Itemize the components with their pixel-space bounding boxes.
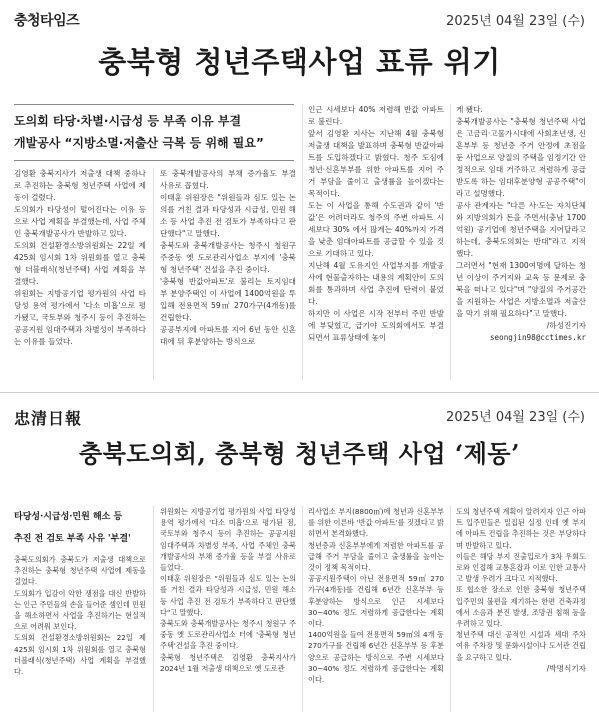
- paragraph: 충북개발공사는 "충북형 청년주택 사업은 고금리·고물가시대에 사회초년생, 신혼부부 등 청년층 주거 안정에 초점을 둔 사업으로 양질의 주택을 임정기간 안정적으로 임대 거주하고 저렴하게 공급받도록 하는 임대후분양형 공공주택"이라고 설명했다.: [456, 117, 586, 198]
- paragraph: 게 됐다.: [456, 105, 483, 114]
- paragraph: 충북형 청년주택은 김영환 충북지사가 2024년 1월 저출생 대책으로 옛 도로관: [160, 652, 296, 673]
- paragraph: 충북도와 충북개발공사는 청주시 청원구 주중동 옛 도로관리사업소 부지에 '충북형 청년주택' 건설을 추진 중이다.: [160, 241, 296, 274]
- newspaper-name: 충청타임즈: [14, 13, 80, 29]
- paragraph: 청년층과 신혼부부에게 저렴한 아파트를 공급해 주거 부담을 줄이고 출생률을 높이는 것이 정책 목적이다.: [308, 540, 444, 573]
- paragraph: 하지만 이 사업은 시작 전부터 주민 반발에 부딪혔고, 급기야 도의회에서도 부결되면서 표류상태에 놓이: [308, 309, 444, 342]
- subhead-1: 도의회 타당·차별·시급성 등 부족 이유 부결: [14, 114, 242, 128]
- column-divider: [450, 104, 451, 380]
- article-date: 2025년 04월 23일 (수): [446, 14, 585, 29]
- column-divider: [153, 506, 154, 712]
- paragraph: 도의회가 타당성이 떨어진다는 이유 등으로 사업 계획을 부결했는데, 사업 주체인 충북개발공사가 반발하고 있다.: [14, 205, 146, 238]
- body-column-2: [160, 168, 296, 348]
- paragraph: 도는 이 사업을 통해 수도권과 같이 '반값'은 어려더라도 청주의 주변 아파트 시세보다 30% 에서 많게는 40%까지 가격을 낮춘 임대아파트를 공급할 수 있을 것으로 기대하고 있다.: [308, 201, 444, 258]
- paragraph: 또 협소한 장소로 인한 충북형 청년주택 입주민의 불편을 제기하는 한편 건축과정에서 소음과 분진 발생, 조망권 침해 등을 우려하고 있다.: [456, 585, 586, 629]
- body-column-4: [456, 104, 586, 344]
- headline: 충북도의회, 충북형 청년주택 사업 ‘제동’: [79, 439, 520, 468]
- body-column-2: [160, 506, 296, 674]
- paragraph: 공공부지에 아파트를 지어 6년 동안 신혼대에 뒤 후분양하는 방식으로: [160, 325, 296, 346]
- reporter-email: seongjin98@cctimes.kr: [489, 333, 586, 342]
- paragraph: 도의회가 입감이 악한 쟁점을 대신 반발하는 인근 주민들의 손을 들어준 셈인데 민원을 해소하면서 사업을 추진하기는 현실적으로 어려워 보인다.: [14, 588, 146, 632]
- reporter-byline: /박명식기자: [546, 663, 586, 673]
- paragraph: 청년주택 대신 공적인 시설과 세대 주차 여유 주차장 및 문화시설이나 도서관 건립을 요구하고 있다.: [456, 630, 586, 662]
- reporter-byline: /하성진기자: [546, 321, 586, 330]
- paragraph: 위원회는 지방공기업 평가원의 사업 타당성 용역 평가에서 '다소 미흡'으로 평가됐고, 국토부와 청주시 등이 추진하는 공공지원 임대주택과 차별성이 부족하다는 이유를 들었다.: [14, 289, 146, 346]
- column-divider: [450, 506, 451, 712]
- paragraph: 지난해 4월 도유지인 사업부지를 개발공사에 현물출자하는 내용의 계획안이 도의회를 통과하며 사업 추진에 탄력이 붙었다.: [308, 261, 444, 306]
- paragraph: 또 충북개발공사의 부채 증가율도 부결 사유로 꼽혔다.: [160, 169, 296, 190]
- subheads: [14, 506, 154, 550]
- body-column-1: [14, 168, 146, 348]
- body-column-1: [14, 554, 146, 677]
- paragraph: 김영환 충북지사가 저출생 대책 중하나로 추진하는 충북형 청년주택 사업에 제동이 걸렸다.: [14, 169, 146, 202]
- subhead-2: 개발공사 “지방소멸·저출산 극복 등 위해 필요”: [14, 136, 264, 150]
- paragraph: 이태훈 위원장은 "위원들과 심도 있는 논의를 거친 결과 타당성과 시급성, 민원 해소 등 사업 추진 전 검토가 부족하다고 판단했다"고 말했다.: [160, 574, 296, 617]
- subhead-1: 타당성·시급성·민원 해소 등: [14, 512, 123, 522]
- paragraph: 이태훈 위원장은 "위원들과 심도 있는 논의를 거친 결과 타당성과 시급성, 민원 해소 등 사업 추진 전 검토가 부족하다고 판단했다"고 말했다.: [160, 193, 296, 238]
- paragraph: 공사 관계자는 "다른 사·도는 자치단체와 지방의회가 돈을 주면서(충남 1700억원) 공기업에 청년주택을 지어달라고 하는데, 충북도의회는 반대"라고 지적했다.: [456, 201, 586, 258]
- paragraph: 충북도의회가 충북도가 저출생 대책으로 추진하는 충북형 청년주택 사업에 제동을 걸었다.: [14, 555, 146, 587]
- paragraph: '충북형 반값아파트'로 불리는 토지임대부 분양주택인 이 사업에 1400억원을 투입해 전용면적 59㎡ 270가구(4개동)를 건립한다.: [160, 277, 296, 322]
- paragraph: 그러면서 "현재 1300여명에 달하는 청년 이상이 주거지와 교육 등 문제로 충북을 떠나고 있다"며 "양질의 주거공간을 지원하는 사업은 지방소멸과 저출산을 막기 위해 필요하다"고 말했다.: [456, 261, 586, 318]
- subhead-rule-bottom: [14, 160, 294, 161]
- subhead-rule-top: [14, 104, 294, 105]
- subheads: [14, 110, 294, 154]
- column-divider: [153, 168, 154, 380]
- subhead-2: 추진 전 검토 부족 사유 '부결': [14, 534, 131, 544]
- paragraph: 인근 시세보다 40% 저렴해 반값 아파트로 불린다.: [308, 105, 444, 126]
- headline: 충북형 청년주택사업 표류 위기: [98, 45, 501, 79]
- paragraph: 공공지원주택이 아닌 전용면적 59㎡ 270가구(4개동)를 건립해 6년간 신혼부부 등 후분양하는 방식으로 인근 시세보다 30~40% 정도 저렴하게 공급한다는 계획이다.: [308, 574, 444, 629]
- paragraph: 앞서 김영환 지사는 지난해 4월 충북형 저출생 대책을 발표하며 충북형 반값아파트를 도입하겠다고 밝혔다. 청주 도심에 청년·신혼부부를 위한 아파트를 지어 주거 부담을 줄이고 출생률을 높이겠다는 목적이다.: [308, 129, 444, 198]
- body-column-3: [308, 506, 444, 685]
- article-date: 2025년 04월 23일 (수): [446, 410, 585, 425]
- paragraph: 도의회 건설환경소방위원회는 22일 제425회 임시회 1차 위원회를 열고 충북형 더블래식(청년주택) 사업 계획을 부결했다.: [14, 633, 146, 677]
- column-divider: [302, 104, 303, 380]
- body-column-4: [456, 506, 586, 674]
- paragraph: 리사업소 부지(8800㎡)에 청년과 신혼부부를 위한 이른바 '반값 아파트'를 짓겠다고 밝히면서 본격화했다.: [308, 507, 444, 539]
- paragraph: 도의회 건설환경소방위원회는 22일 제425회 임시회 1차 위원회를 열고 충북형 더블래식(청년주택) 사업 계획을 부결했다.: [14, 241, 146, 286]
- newspaper-name: 忠清日報: [14, 409, 83, 428]
- paragraph: 도의 청년주택 계획이 알려지자 인근 아파트 입주민들은 밀집된 실정 인데 옛 부지에 아파트 건립을 추진하는 것은 부당하다며 반발하고 있다.: [456, 507, 586, 550]
- paragraph: 1400억원을 들여 전용면적 59㎡의 4개 동 270가구를 건립해 6년간 신혼부부 등 후분양으로 공급하는 방식으로 주변 시세보다 30~40% 정도 저렴하게 공급한다는 계획이다.: [308, 630, 444, 685]
- body-column-3: [308, 104, 444, 344]
- clipping-chungcheong-ilbo: [0, 396, 599, 720]
- column-divider: [302, 506, 303, 712]
- paragraph: 충북도와 충북개발공사는 청주시 청원구 주중동 옛 도로관리사업소 터에 '충북형 청년주택'건설을 추진 중이다.: [160, 619, 296, 651]
- paragraph: 이들은 해당 부지 진출입로가 3차 우회도로와 인접해 교통혼잡과 이로 인한 교통사고 발생 우려가 크다고 지적했다.: [456, 551, 586, 584]
- paragraph: 위원회는 지방공기업 평가원의 사업 타당성 용역 평가에서 '다소 미흡'으로 평가된 점, 국토부와 청주시 등이 추진하는 공공지원 임대주택과 차별성 부족, 사업 주체인 충북개발공사의 부채 증가율 등을 부결 사유로 들었다.: [160, 507, 296, 573]
